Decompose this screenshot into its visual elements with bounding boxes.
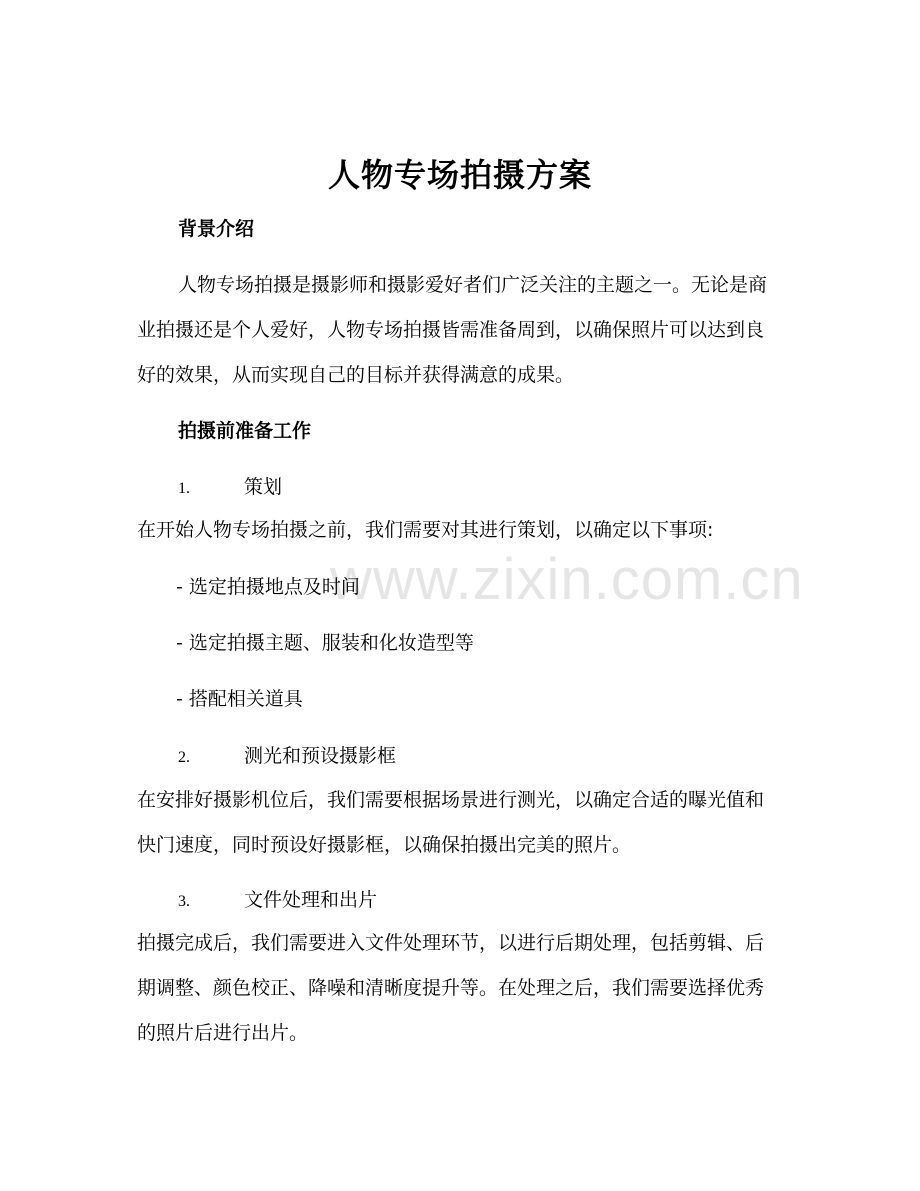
watermark-text: www.zixin.com.cn [330,547,804,612]
numbered-item-2 [178,742,396,772]
item-label: 策划 [244,476,283,498]
background-paragraph: 人物专场拍摄是摄影师和摄影爱好者们广泛关注的主题之一。无论是商业拍摄还是个人爱好，人物专场拍摄皆需准备周到，以确保照片可以达到良好的效果，从而实现自己的目标并获得满意的成果。 [137,274,768,386]
item-1-text: 在开始人物专场拍摄之前，我们需要对其进行策划，以确定以下事项: [137,519,714,541]
item-number: 3. [178,893,190,910]
numbered-item-3 [178,886,377,916]
item-number: 2. [178,749,190,766]
bullet-item: - 选定拍摄地点及时间 [176,576,360,598]
bullet-item: - 选定拍摄主题、服装和化妆造型等 [176,632,474,654]
item-3-text: 拍摄完成后，我们需要进入文件处理环节，以进行后期处理，包括剪辑、后期调整、颜色校正、降噪和清晰度提升等。在处理之后，我们需要选择优秀的照片后进行出片。 [137,932,765,1044]
item-label: 文件处理和出片 [244,889,378,911]
item-label: 测光和预设摄影框 [244,745,397,767]
document-title: 人物专场拍摄方案 [327,156,592,194]
section-heading-background: 背景介绍 [178,218,255,240]
bullet-item: - 搭配相关道具 [176,688,303,710]
item-number: 1. [178,480,190,497]
section-heading-preparation: 拍摄前准备工作 [178,420,312,442]
numbered-item-1 [178,473,282,503]
item-2-text: 在安排好摄影机位后，我们需要根据场景进行测光，以确定合适的曝光值和快门速度，同时预设好摄影框，以确保拍摄出完美的照片。 [137,789,765,856]
